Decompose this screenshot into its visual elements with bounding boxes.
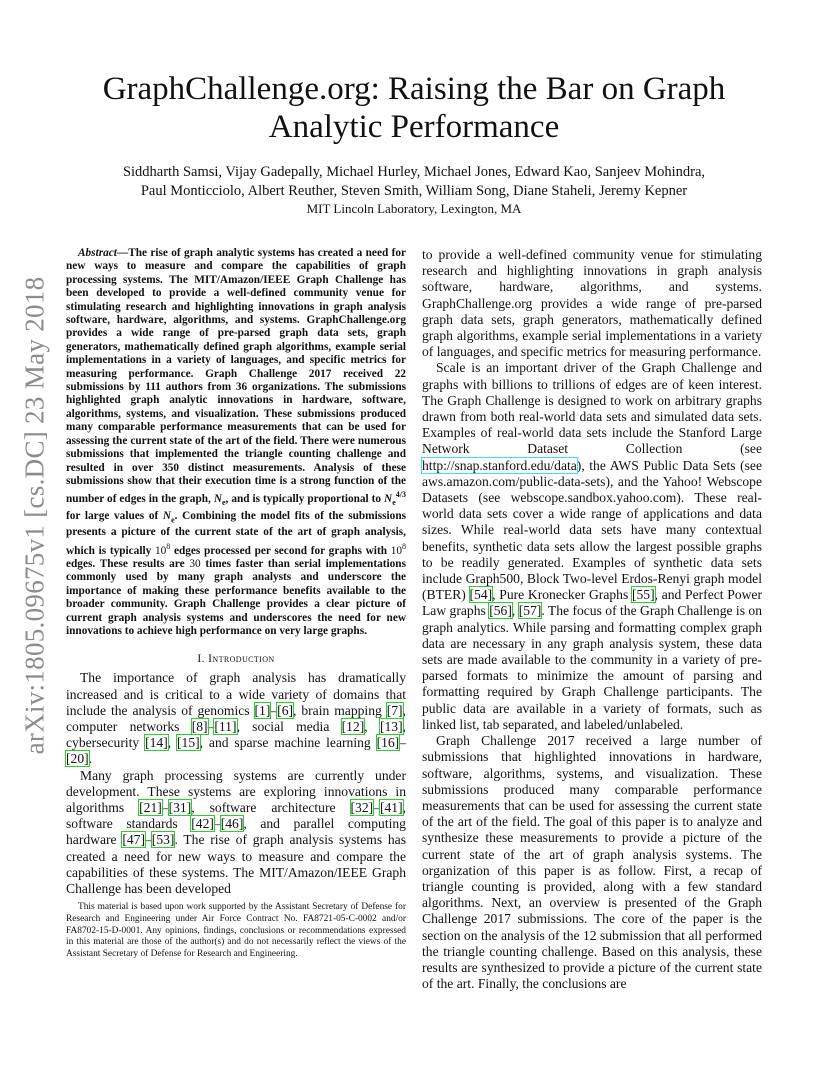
citation-link[interactable]: [13] — [379, 719, 403, 735]
intro-paragraph-2 — [66, 768, 406, 898]
citation-link[interactable]: [47] — [122, 832, 145, 848]
intro-body — [66, 670, 406, 897]
citation-link[interactable]: [7] — [386, 702, 403, 718]
left-column — [66, 247, 406, 897]
text: – — [399, 735, 407, 751]
right-paragraph-2 — [422, 360, 762, 733]
citation-link[interactable]: [6] — [277, 702, 294, 718]
citation-link[interactable]: [41] — [379, 800, 403, 816]
abstract-text: edges processed per second for graphs with — [170, 544, 391, 557]
abstract-text: edges. These results are — [66, 557, 190, 570]
text: , — [511, 603, 519, 619]
citation-link[interactable]: [12] — [341, 719, 365, 735]
citation-link[interactable]: [15] — [177, 735, 200, 751]
abstract-label: Abstract — [78, 247, 117, 259]
citation-link[interactable]: [55] — [631, 587, 655, 603]
text: The importance of graph analysis has dramatically increased and is critical to a wide variety of domains that include the analysis of genomics — [66, 670, 406, 718]
text: – — [145, 832, 152, 848]
text: Scale is an important driver of the Graph Challenge and graphs with billions to trillions of edges are of keen interest. The Graph Challenge is designed to work on arbitrary graphs drawn from both real-world data sets and simulated data sets. Examples of real-world data sets include the Stanford Large Network Dataset Collection (see — [422, 360, 762, 457]
text: – — [207, 719, 215, 735]
math-sub: e — [221, 498, 226, 508]
right-column — [422, 247, 762, 992]
arxiv-stamp — [11, 270, 59, 760]
text: ), the AWS Public Data Sets (see aws.amazon.com/public-data-sets), and the Yahoo! Webscope Datasets (see webscope.sandbox.yahoo.com). These real-world data sets cover a wide range of applications and data sizes. While real-world data sets have many contextual benefits, synthetic data sets allow the largest possible graphs to be readily generated. Examples of synthetic data sets include Graph500, Block Two-level Erdos-Renyi graph model (BTER) — [422, 457, 762, 603]
text: – — [270, 702, 278, 718]
abstract-text: . Combining the model fits of the submissions presents a picture of the current state of the art of graph analysis, which is typically — [66, 509, 406, 557]
citation-link[interactable]: [57] — [518, 603, 542, 619]
citation-link[interactable]: [46] — [220, 816, 244, 832]
text: – — [213, 816, 221, 832]
abstract — [66, 247, 406, 638]
math-pow-base: 10 — [154, 544, 167, 557]
text: , and sparse machine learning — [199, 735, 377, 751]
right-paragraph-3: Graph Challenge 2017 received a large number of submissions that highlighted innovations in hardware, software, algorithms, systems, and visualization. These submissions produced many comparable performance measurements that can be used for assessing the current state of the art of the field. The goal of this paper is to analyze and synthesize these measurements to provide a picture of the current state of the art of graph analysis systems. The organization of this paper is as follow. First, a recap of triangle counting is provided, along with a few standard algorithms. Next, an overview is presented of the Graph Challenge 2017 submissions. The core of the paper is the section on the analysis of the 12 submission that all performed the triangle counting challenge. Based on this analysis, these results are synthesized to provide a picture of the current state of the art. Finally, the conclusions are — [422, 733, 762, 992]
text: – — [161, 800, 169, 816]
text: , social media — [236, 719, 342, 735]
text: , computer networks — [66, 702, 406, 735]
citation-link[interactable]: [53] — [151, 832, 175, 848]
math-ne: N — [384, 493, 393, 506]
paper-title: GraphChallenge.org: Raising the Bar on Graph Analytic Performance — [102, 71, 726, 145]
citation-link[interactable]: [1] — [254, 702, 271, 718]
text: , Pure Kronecker Graphs — [492, 587, 632, 603]
citation-link[interactable]: [16] — [376, 735, 400, 751]
math-pow-exp: 8 — [166, 541, 171, 551]
math-pow-base: 10 — [390, 544, 402, 557]
math-pow-exp: 8 — [402, 541, 406, 551]
text: , and Perfect Power Law graphs — [422, 587, 762, 619]
stanford-url-link[interactable]: http://snap.stanford.edu/data — [422, 457, 577, 473]
text: . — [88, 751, 93, 767]
author-line-1: Siddharth Samsi, Vijay Gadepally, Michael Hurley, Michael Jones, Edward Kao, Sanjeev Mohindra, — [122, 164, 706, 180]
math-ne: N — [213, 493, 222, 506]
citation-link[interactable]: [32] — [350, 800, 374, 816]
abstract-text: , and is typically proportional to — [225, 493, 385, 506]
affiliation: MIT Lincoln Laboratory, Lexington, MA — [306, 201, 522, 216]
abstract-text: times faster than serial implementations commonly used by many graph analysts and underscore the importance of making these performance benefits available to the broader community. Graph Challenge provides a clear picture of current graph analysis systems and underscores the need for new innovations to achieve high performance on very large graphs. — [66, 557, 406, 637]
abstract-text: for large values of — [66, 509, 163, 522]
citation-link[interactable]: [11] — [214, 719, 237, 735]
abstract-text: —The rise of graph analytic systems has created a need for new ways to measure and compare the capabilities of graph processing systems. The MIT/Amazon/IEEE Graph Challenge has been developed to provide a well-defined community venue for stimulating research and highlighting innovations in graph analysis software, hardware, algorithms, and systems. GraphChallenge.org provides a wide range of pre-parsed graph data sets, graph generators, mathematically defined graph algorithms, example serial implementations in a variety of languages, and specific metrics for measuring performance. Graph Challenge 2017 received 22 submissions by 111 authors from 36 organizations. The submissions highlighted graph analytic innovations in hardware, software, algorithms, systems, and visualization. These submissions produced many comparable performance measurements that can be used for assessing the current state of the art of the field. There were numerous submissions that implemented the triangle counting challenge and resulted in over 350 distinct measurements. Analysis of these submissions show that their execution time is a strong function of the number of edges in the graph, — [66, 247, 406, 506]
arxiv-stamp-text: arXiv:1805.09675v1 [cs.DC] 23 May 2018 — [19, 276, 50, 754]
text: , software architecture — [191, 800, 351, 816]
intro-paragraph-1 — [66, 670, 406, 767]
citation-link[interactable]: [54] — [469, 587, 493, 603]
citation-link[interactable]: [8] — [191, 719, 208, 735]
math-sub: e — [171, 514, 175, 524]
text: – — [373, 800, 380, 816]
right-paragraph-1: to provide a well-defined community venue for stimulating research and highlighting innovations in graph analysis software, hardware, algorithms, and systems. GraphChallenge.org provides a wide range of pre-parsed graph data sets, graph generators, mathematically defined graph algorithms, example serial implementations in a variety of languages, and specific metrics for measuring performance. — [422, 247, 762, 360]
text: , software standards — [66, 800, 407, 832]
math-sup: 4/3 — [395, 490, 406, 500]
citation-link[interactable]: [20] — [66, 751, 89, 767]
section-heading-introduction: I. Introduction — [197, 653, 275, 666]
author-list — [70, 163, 758, 201]
text: , — [364, 719, 380, 735]
text: . The rise of graph analysis systems has created a need for new ways to measure and compare the capabilities of these systems. The MIT/Amazon/IEEE Graph Challenge has been developed — [66, 832, 406, 897]
text: Many graph processing systems are currently under development. These systems are exploring innovations in algorithms — [66, 767, 406, 816]
citation-link[interactable]: [14] — [145, 735, 168, 751]
math-ne: N — [162, 509, 172, 522]
text: , brain mapping — [293, 702, 387, 718]
citation-link[interactable]: [31] — [168, 800, 192, 816]
text: , cybersecurity — [66, 719, 407, 751]
text: , and parallel computing hardware — [66, 816, 406, 848]
citation-link[interactable]: [42] — [191, 816, 214, 832]
text: , — [167, 735, 178, 751]
math-sub: e — [392, 498, 396, 508]
author-line-2: Paul Monticciolo, Albert Reuther, Steven Smith, William Song, Diane Staheli, Jeremy Kepner — [140, 183, 688, 199]
text: . The focus of the Graph Challenge is on graph analytics. While parsing and formatting complex graph data are necessary in any graph analysis system, these data sets are made available to the community in a variety of pre-parsed formats to minimize the amount of parsing and formatting required by Graph Challenge participants. The public data are available in a variety of formats, such as linked list, tab separated, and labeled/unlabeled. — [422, 603, 763, 732]
math-number: 30 — [189, 557, 201, 570]
footnote: This material is based upon work supported by the Assistant Secretary of Defense for Research and Engineering under Air Force Contract No. FA8721-05-C-0002 and/or FA8702-15-D-0001. Any opinions, findings, conclusions or recommendations expressed in this material are those of the author(s) and do not necessarily reflect the views of the Assistant Secretary of Defense for Research and Engineering. — [66, 902, 406, 960]
citation-link[interactable]: [21] — [139, 800, 162, 816]
citation-link[interactable]: [56] — [489, 603, 512, 619]
